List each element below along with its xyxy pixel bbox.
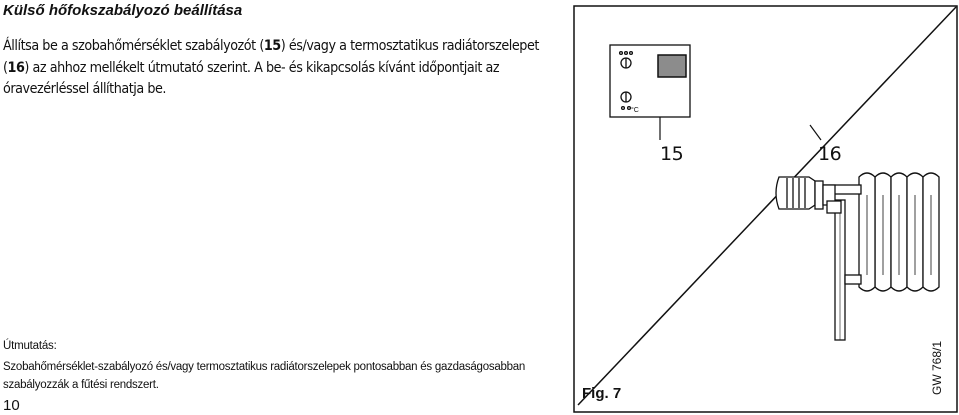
leader-line-16 <box>810 125 821 140</box>
callout-16: 16 <box>818 143 842 165</box>
note-text: Szobahőmérséklet-szabályozó és/vagy termosztatikus radiátorszelepek pontosabban és gazdaságosabban szabályozzák a fűtési rendszert. <box>3 361 526 391</box>
intro-paragraph <box>3 36 543 101</box>
page-number: 10 <box>3 397 20 414</box>
reference-15: 15 <box>263 38 281 54</box>
room-thermostat-device <box>610 45 690 117</box>
callout-15: 15 <box>660 143 684 165</box>
note-label: Útmutatás: <box>3 340 57 352</box>
reference-16: 16 <box>7 59 25 76</box>
intro-text-2: ) és/vagy a termosztatikus radiátorszelepet ( <box>3 38 539 76</box>
intro-text-3: ) az ahhoz mellékelt útmutató szerint. A be- és kikapcsolás kívánt időpontjait az óravezérléssel állíthatja be. <box>3 59 500 97</box>
figure-caption: Fig. 7 <box>582 385 622 402</box>
page-title: Külső hőfokszabályozó beállítása <box>3 2 243 19</box>
figure-code: GW 768/1 <box>930 340 944 395</box>
thermostatic-valve-head <box>776 177 841 213</box>
figure-7 <box>573 5 958 413</box>
figure-illustration <box>573 5 958 413</box>
device-unit-label: °C <box>631 107 639 114</box>
radiator <box>859 173 939 291</box>
intro-text-1: Állítsa be a szobahőmérséklet szabályozót ( <box>3 38 264 54</box>
